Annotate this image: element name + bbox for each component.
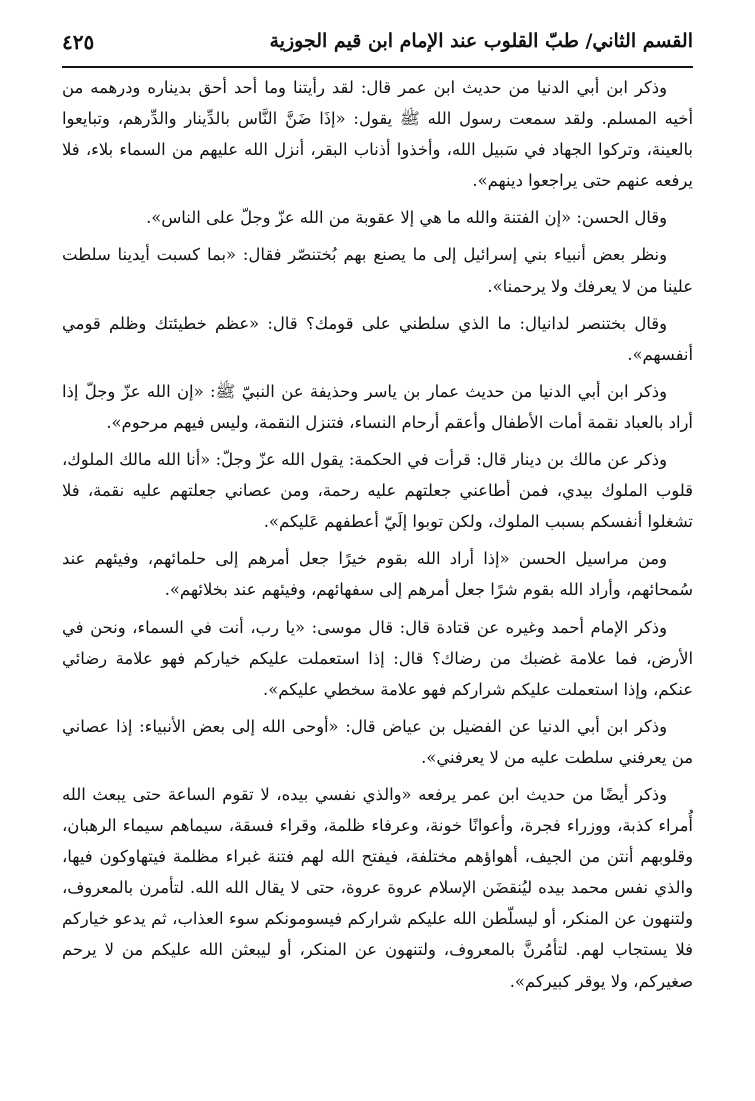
paragraph-6: وذكر عن مالك بن دينار قال: قرأت في الحكمة: يقول الله عزّ وجلّ: «أنا الله مالك الملوك، قلوب الملوك بيدي، فمن أطاعني جعلتهم عليه رحمة، ومن عصاني جعلتهم عليه نقمة، فلا تشغلوا أنفسكم بسبب الملوك، ولكن توبوا إلَيّ أعطفهم عَليكم». [62,450,693,532]
paragraph-5: وذكر ابن أبي الدنيا من حديث عمار بن ياسر وحذيفة عن النبيّ ﷺ: «إن الله عزّ وجلّ إذا أراد بالعباد نقمة أمات الأطفال وأعقم أرحام النساء، فتنزل النقمة، وليس فيهم مرحوم». [62,381,693,432]
paragraph-9: وذكر ابن أبي الدنيا عن الفضيل بن عياض قال: «أوحى الله إلى بعض الأنبياء: إذا عصاني من يعرفني سلطت عليه من لا يعرفني». [62,716,693,767]
paragraph-3: ونظر بعض أنبياء بني إسرائيل إلى ما يصنع بهم بُختنصّر فقال: «بما كسبت أيدينا سلطت علينا من لا يعرفك ولا يرحمنا». [62,245,693,296]
paragraph-7: ومن مراسيل الحسن «إذا أراد الله بقوم خيرًا جعل أمرهم إلى حلمائهم، وفيئهم عند سُمحائهم، وأراد الله بقوم شرًا جعل أمرهم إلى سفهائهم، وفيئهم عند بخلائهم». [62,549,693,600]
paragraph-4: وقال بختنصر لدانيال: ما الذي سلطني على قومك؟ قال: «عظم خطيئتك وظلم قومي أنفسهم». [62,313,693,364]
paragraph-1: وذكر ابن أبي الدنيا من حديث ابن عمر قال: لقد رأيتنا وما أحد أحق بديناره ودرهمه من أخيه المسلم. ولقد سمعت رسول الله ﷺ يقول: «إذَا ضَنَّ النَّاس بالدِّينار والدِّرهم، وتبايعوا بالعينة، وتركوا الجهاد في سَبيل الله، وأخذوا أذناب البقر، أنزل الله عليهم من السماء بلاء، فلا يرفعه عنهم حتى يراجعوا دينهم». [62,78,693,191]
paragraph-10: وذكر أيضًا من حديث ابن عمر يرفعه «والذي نفسي بيده، لا تقوم الساعة حتى يبعث الله أُمراء كذبة، ووزراء فجرة، وأعوانًا خونة، وعرفاء ظلمة، وقراء فسقة، سيماهم سيماء الرهبان، وقلوبهم أنتن من الجيف، أهواؤهم مختلفة، فيفتح الله لهم فتنة غبراء مظلمة فيتهاوكون فيها، والذي نفس محمد بيده ليُنقضَن الإسلام عروة عروة، حتى لا يقال الله الله. لتأمرن بالمعروف، ولتنهون عن المنكر، أو ليسلّطن الله عليكم شراركم فيسومونكم سوء العذاب، ثم يدعو خياركم فلا يستجاب لهم. لتأمُرنَّ بالمعروف، ولتنهون عن المنكر، أو ليبعثن الله عليكم من لا يرحم صغيركم، ولا يوقر كبيركم». [62,784,693,991]
running-header [62,28,693,68]
paragraph-2: وقال الحسن: «إن الفتنة والله ما هي إلا عقوبة من الله عزّ وجلّ على الناس». [146,208,667,228]
header-title: القسم الثاني/ طبّ القلوب عند الإمام ابن قيم الجوزية [269,30,693,52]
paragraph-8: وذكر الإمام أحمد وغيره عن قتادة قال: قال موسى: «يا رب، أنت في السماء، ونحن في الأرض، فما علامة غضبك من رضاك؟ قال: إذا استعملت عليكم خياركم فهو علامة رضائي عنكم، وإذا استعملت عليكم شراركم فهو علامة سخطي عليكم». [62,617,693,699]
page-body [62,72,693,997]
page-number: ٤٢٥ [62,30,95,54]
